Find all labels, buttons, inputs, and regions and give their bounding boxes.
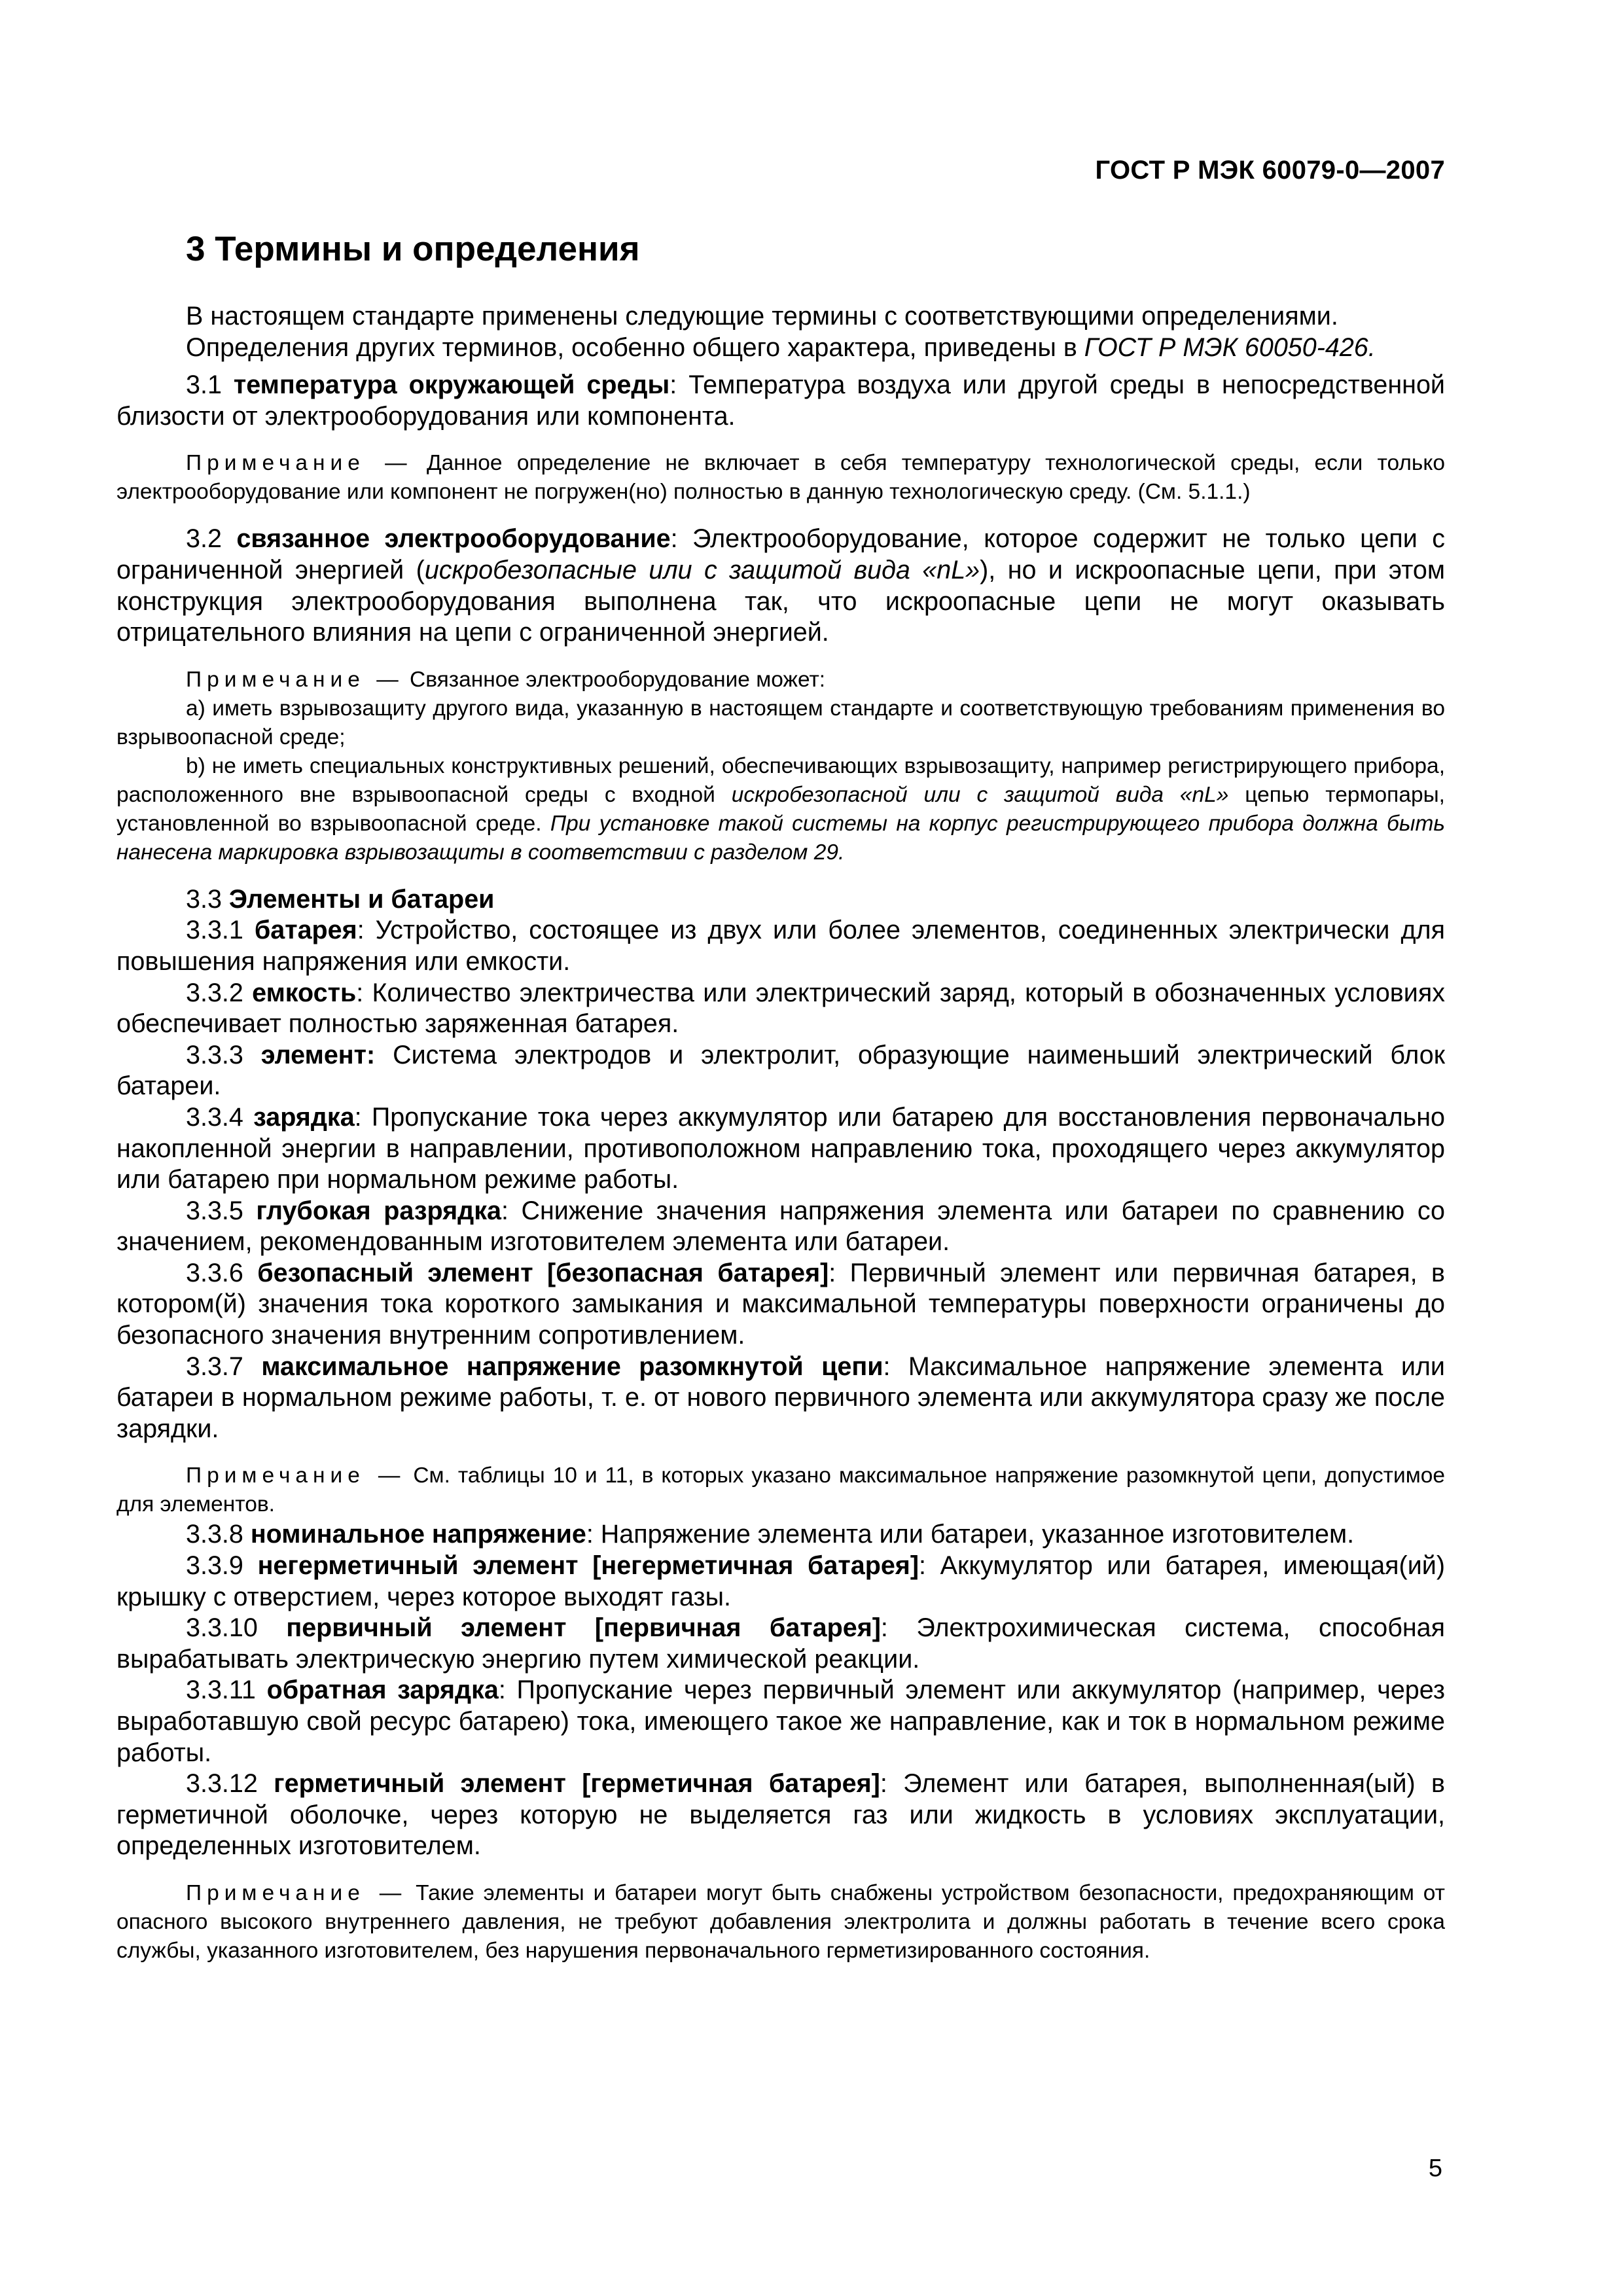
term-definition: 3.3.10 первичный элемент [первичная батарея]: Электрохимическая система, способная вырабатывать электрическую энергию путем химической реакции. [116, 1613, 1446, 1674]
note-3-2-item-a: a) иметь взрывозащиту другого вида, указанную в настоящем стандарте и соответствующую требованиям применения во взрывоопасной среде; [116, 696, 1445, 749]
standard-reference: ГОСТ Р МЭК 60050-426. [1084, 332, 1376, 362]
term-name: элемент: [260, 1040, 376, 1069]
term-name: безопасный элемент [безопасная батарея] [257, 1258, 829, 1287]
term-name: первичный элемент [первичная батарея] [286, 1613, 881, 1643]
term-definition: 3.3.12 герметичный элемент [герметичная батарея]: Элемент или батарея, выполненная(ый) в герметичной оболочке, через которую не выделяется газ или жидкость в условиях эксплуатации, определенных изготовителем. [116, 1769, 1445, 1861]
term-name: максимальное напряжение разомкнутой цепи [261, 1352, 883, 1381]
term-definition: 3.3.2 емкость: Количество электричества или электрический заряд, который в обозначенных условиях обеспечивает полностью заряженная батарея. [116, 978, 1445, 1039]
note-3-1: Примечание — Данное определение не включает в себя температуру технологической среды, если только электрооборудование или компонент не погружен(но) полностью в данную технологическую среду. (См. 5.1.1.) [116, 451, 1446, 505]
term-definition: 3.3.5 глубокая разрядка: Снижение значения напряжения элемента или батареи по сравнению со значением, рекомендованным изготовителем элемента или батареи. [116, 1196, 1445, 1257]
term-name: обратная зарядка [266, 1676, 499, 1705]
term-name: батарея [254, 916, 357, 945]
term-definition: 3.3.7 максимальное напряжение разомкнутой цепи: Максимальное напряжение элемента или батареи в нормальном режиме работы, т. е. от нового первичного элемента или аккумулятора сразу же после зарядки. [116, 1352, 1445, 1443]
term-definition: 3.3.4 зарядка: Пропускание тока через аккумулятор или батарею для восстановления первоначально накопленной энергии в направлении, противоположном направлению тока, проходящего через аккумулятор или батарею при нормальном режиме работы. [116, 1102, 1445, 1194]
terms-list-2 [116, 1519, 1445, 1862]
term-name: герметичный элемент [герметичная батарея] [274, 1769, 880, 1799]
term-definition: 3.3.1 батарея: Устройство, состоящее из двух или более элементов, соединенных электрически для повышения напряжения или емкости. [116, 916, 1445, 976]
subsection-3-3: 3.3 Элементы и батареи [186, 884, 495, 914]
term-3-2: 3.2 связанное электрооборудование: Электрооборудование, которое содержит не только цепи с ограниченной энергией (искробезопасные или с защитой вида «nL»), но и искроопасные цепи, при этом конструкция электрооборудования выполнена так, что искроопасные цепи не могут оказывать отрицательного влияния на цепи с ограниченной энергией. [116, 524, 1445, 647]
term-name: емкость [252, 978, 357, 1007]
note-label: Примечание — [186, 451, 412, 476]
document-body [116, 301, 1445, 1965]
document-code: ГОСТ Р МЭК 60079-0—2007 [1095, 156, 1445, 185]
term-name: глубокая разрядка [256, 1196, 501, 1225]
note-label: Примечание — [186, 1880, 407, 1905]
note-3-2-item-b: b) не иметь специальных конструктивных решений, обеспечивающих взрывозащиту, например регистрирующего прибора, расположенного вне взрывоопасной среды с входной искробезопасной или с защитой вида «nL» цепью термопары, установленной во взрывоопасной среде. При установке такой системы на корпус регистрирующего прибора должна быть нанесена маркировка взрывозащиты в соответствии с разделом 29. [116, 753, 1445, 865]
intro-line-2: Определения других терминов, особенно общего характера, приведены в ГОСТ Р МЭК 60050-426. [186, 332, 1376, 362]
note-label: Примечание — [186, 1463, 406, 1488]
term-name: зарядка [253, 1102, 355, 1132]
term-name: температура окружающей среды [233, 370, 670, 400]
term-name: связанное электрооборудование [236, 524, 671, 554]
section-title: 3 Термины и определения [186, 230, 640, 268]
term-definition: 3.3.8 номинальное напряжение: Напряжение элемента или батареи, указанное изготовителем. [186, 1520, 1355, 1549]
page-number: 5 [1428, 2155, 1442, 2182]
subsection-title: Элементы и батареи [228, 884, 495, 914]
term-name: номинальное напряжение [250, 1520, 586, 1549]
term-name: негерметичный элемент [негерметичная батарея] [257, 1551, 919, 1581]
terms-list [116, 915, 1445, 1444]
term-definition: 3.3.6 безопасный элемент [безопасная батарея]: Первичный элемент или первичная батарея, в котором(й) значения тока короткого замыкания и максимальной температуры поверхности ограничены до безопасного значения внутренним сопротивлением. [116, 1258, 1445, 1350]
note-label: Примечание — [186, 667, 404, 692]
intro-line-1: В настоящем стандарте применены следующие термины с соответствующими определениями. [186, 302, 1338, 331]
note-3-3-7: Примечание — См. таблицы 10 и 11, в которых указано максимальное напряжение разомкнутой цепи, допустимое для элементов. [116, 1463, 1445, 1517]
term-3-1: 3.1 температура окружающей среды: Температура воздуха или другой среды в непосредственной близости от электрооборудования или компонента. [116, 370, 1445, 431]
term-definition: 3.3.11 обратная зарядка: Пропускание через первичный элемент или аккумулятор (например, через выработавшую свой ресурс батарею) тока, имеющего такое же направление, как и ток в нормальном режиме работы. [116, 1676, 1445, 1767]
note-3-2: Примечание — Связанное электрооборудование может: [186, 667, 826, 692]
note-3-3-12: Примечание — Такие элементы и батареи могут быть снабжены устройством безопасности, предохраняющим от опасного высокого внутреннего давления, не требуют добавления электролита и должны работать в течение всего срока службы, указанного изготовителем, без нарушения первоначального герметизированного состояния. [116, 1880, 1445, 1963]
term-definition: 3.3.9 негерметичный элемент [негерметичная батарея]: Аккумулятор или батарея, имеющая(ий) крышку с отверстием, через которое выходят газы. [116, 1551, 1445, 1611]
term-definition: 3.3.3 элемент: Система электродов и электролит, образующие наименьший электрический блок батареи. [116, 1040, 1446, 1101]
